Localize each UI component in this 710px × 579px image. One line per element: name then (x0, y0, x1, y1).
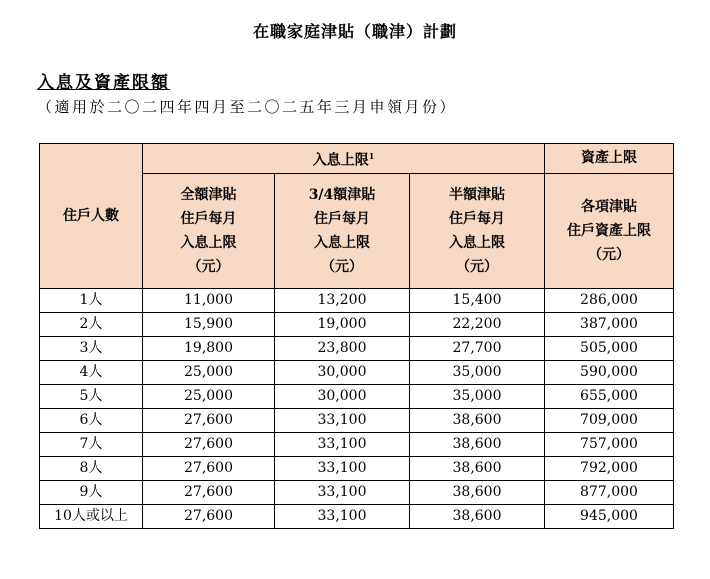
footnote-marker: 1 (368, 151, 375, 161)
household-size-cell: 8人 (40, 456, 143, 480)
table-row (40, 288, 674, 312)
full-rate-header (143, 173, 275, 288)
half-rate-cell: 35,000 (410, 384, 545, 408)
asset-limit-cell: 655,000 (545, 384, 674, 408)
half-rate-cell: 38,600 (410, 480, 545, 504)
full-rate-cell: 25,000 (143, 384, 275, 408)
table-row (40, 432, 674, 456)
household-size-cell: 5人 (40, 384, 143, 408)
header-line: （元） (456, 258, 498, 275)
three-quarter-rate-cell: 30,000 (275, 360, 410, 384)
household-size-cell: 10人或以上 (40, 504, 143, 528)
table-row (40, 408, 674, 432)
three-quarter-rate-cell: 33,100 (275, 504, 410, 528)
table-row (40, 456, 674, 480)
header-line: 入息上限 (180, 234, 237, 251)
table-row (40, 312, 674, 336)
full-rate-cell: 27,600 (143, 432, 275, 456)
income-limit-header (143, 144, 545, 174)
half-rate-cell: 38,600 (410, 456, 545, 480)
table-row (40, 336, 674, 360)
household-size-cell: 6人 (40, 408, 143, 432)
three-quarter-rate-header (275, 173, 410, 288)
asset-limit-cell: 877,000 (545, 480, 674, 504)
three-quarter-rate-cell: 13,200 (275, 288, 410, 312)
header-line: 住戶每月 (449, 210, 505, 227)
full-rate-cell: 27,600 (143, 504, 275, 528)
section-heading: 入息及資產限額 (37, 73, 170, 93)
three-quarter-rate-cell: 33,100 (275, 408, 410, 432)
asset-limit-cell: 505,000 (545, 336, 674, 360)
asset-limit-cell: 387,000 (545, 312, 674, 336)
header-line: 入息上限 (314, 234, 370, 251)
header-line: （元） (588, 246, 630, 263)
table-row (40, 360, 674, 384)
three-quarter-rate-cell: 23,800 (275, 336, 410, 360)
three-quarter-rate-cell: 33,100 (275, 480, 410, 504)
header-line: 入息上限 (449, 234, 505, 251)
header-line: 半額津貼 (449, 186, 505, 203)
household-size-header: 住戶人數 (40, 144, 143, 289)
header-line: （元） (321, 258, 363, 275)
three-quarter-rate-cell: 30,000 (275, 384, 410, 408)
header-line: （元） (187, 258, 230, 275)
asset-limit-cell: 945,000 (545, 504, 674, 528)
three-quarter-rate-cell: 33,100 (275, 432, 410, 456)
table-row (40, 504, 674, 528)
asset-limit-subheader (545, 173, 674, 288)
income-asset-limits-table (39, 143, 674, 529)
full-rate-cell: 19,800 (143, 336, 275, 360)
asset-limit-cell: 590,000 (545, 360, 674, 384)
asset-limit-cell: 757,000 (545, 432, 674, 456)
household-size-cell: 9人 (40, 480, 143, 504)
half-rate-cell: 22,200 (410, 312, 545, 336)
half-rate-header (410, 173, 545, 288)
header-line: 住戶每月 (180, 210, 237, 227)
asset-limit-cell: 709,000 (545, 408, 674, 432)
full-rate-cell: 11,000 (143, 288, 275, 312)
full-rate-cell: 27,600 (143, 480, 275, 504)
income-limit-label: 入息上限 (312, 152, 369, 169)
household-size-cell: 3人 (40, 336, 143, 360)
table-row (40, 480, 674, 504)
header-line: 住戶資產上限 (567, 222, 651, 239)
header-line: 3/4額津貼 (308, 186, 376, 203)
household-size-cell: 7人 (40, 432, 143, 456)
page-title: 在職家庭津貼（職津）計劃 (252, 22, 457, 41)
three-quarter-rate-cell: 33,100 (275, 456, 410, 480)
household-size-cell: 1人 (40, 288, 143, 312)
full-rate-cell: 15,900 (143, 312, 275, 336)
applicable-period: （適用於二〇二四年四月至二〇二五年三月申領月份） (37, 98, 458, 116)
household-size-cell: 2人 (40, 312, 143, 336)
asset-limit-cell: 792,000 (545, 456, 674, 480)
half-rate-cell: 15,400 (410, 288, 545, 312)
header-line: 住戶每月 (314, 210, 370, 227)
household-size-cell: 4人 (40, 360, 143, 384)
three-quarter-rate-cell: 19,000 (275, 312, 410, 336)
full-rate-cell: 27,600 (143, 408, 275, 432)
half-rate-cell: 38,600 (410, 408, 545, 432)
full-rate-cell: 25,000 (143, 360, 275, 384)
full-rate-cell: 27,600 (143, 456, 275, 480)
half-rate-cell: 38,600 (410, 432, 545, 456)
header-line: 全額津貼 (180, 186, 237, 203)
asset-limit-header: 資產上限 (545, 144, 674, 174)
half-rate-cell: 27,700 (410, 336, 545, 360)
half-rate-cell: 38,600 (410, 504, 545, 528)
table-row (40, 384, 674, 408)
header-line: 各項津貼 (581, 198, 637, 215)
asset-limit-cell: 286,000 (545, 288, 674, 312)
half-rate-cell: 35,000 (410, 360, 545, 384)
